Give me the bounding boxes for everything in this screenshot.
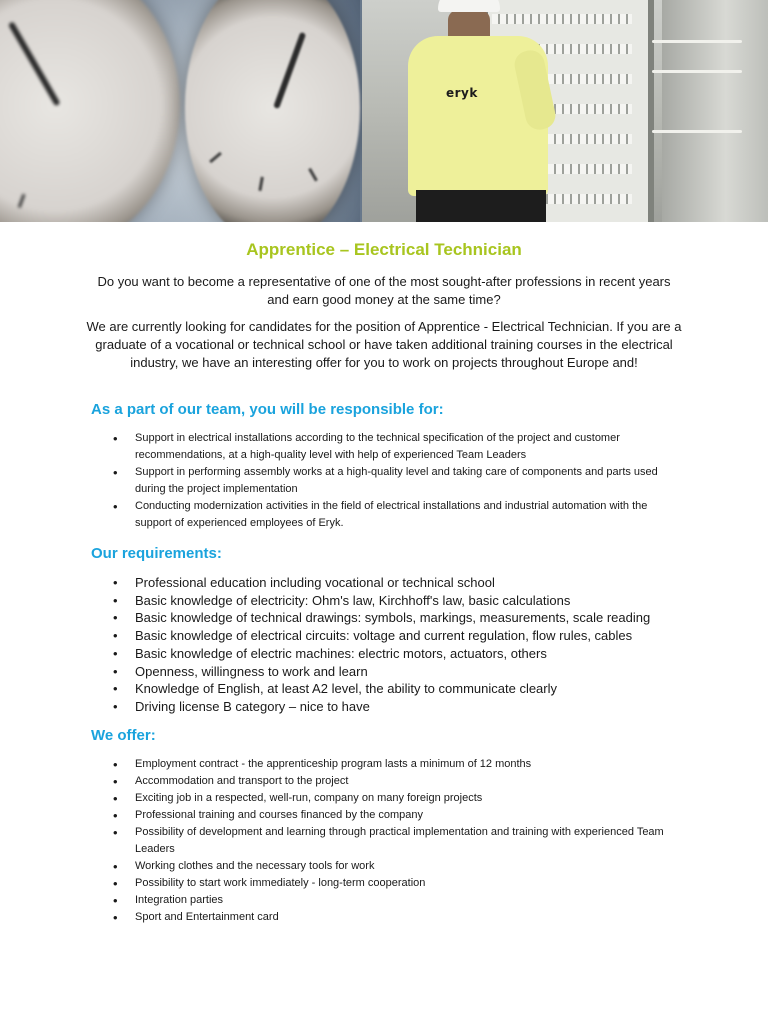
list-item: • Sport and Entertainment card	[113, 909, 673, 926]
gauge-tick	[209, 151, 222, 162]
list-item: • Conducting modernization activities in the field of electrical installations and industrial automation with the support of experienced employees of Eryk.	[113, 498, 673, 532]
gauge-tick	[308, 167, 318, 181]
responsibilities-heading: As a part of our team, you will be responsible for:	[91, 401, 444, 418]
list-item: • Possibility of development and learning through practical implementation and training with experienced Team Leaders	[113, 824, 673, 858]
list-item: • Support in electrical installations according to the technical specification of the project and customer recommendations, at a high-quality level with help of experienced Team Leaders	[113, 430, 673, 464]
gauge-needle	[273, 31, 306, 108]
list-item: • Support in performing assembly works at a high-quality level and taking care of components and parts used during the project implementation	[113, 464, 673, 498]
gauge-tick	[18, 194, 26, 208]
hero-photo	[0, 0, 768, 222]
cable	[652, 40, 742, 43]
pressure-gauge-left	[0, 0, 180, 222]
list-item: • Professional training and courses financed by the company	[113, 807, 673, 824]
list-item: • Basic knowledge of electrical circuits: voltage and current regulation, flow rules, cables	[113, 627, 673, 645]
offer-list	[113, 756, 673, 926]
requirements-list	[113, 574, 673, 716]
list-item: • Knowledge of English, at least A2 level, the ability to communicate clearly	[113, 680, 673, 698]
shirt-logo: eryk	[446, 86, 478, 100]
cabinet-door	[662, 0, 768, 222]
helmet-icon	[438, 0, 500, 12]
cable	[652, 130, 742, 133]
list-item: • Driving license B category – nice to have	[113, 698, 673, 716]
offer-heading: We offer:	[91, 727, 156, 744]
gauge-needle	[8, 21, 61, 106]
responsibilities-list	[113, 430, 673, 532]
technician-pants	[416, 190, 546, 222]
list-item: • Basic knowledge of technical drawings: symbols, markings, measurements, scale reading	[113, 609, 673, 627]
list-item: • Exciting job in a respected, well-run, company on many foreign projects	[113, 790, 673, 807]
requirements-heading: Our requirements:	[91, 545, 222, 562]
pressure-gauge-right	[185, 0, 360, 222]
technician-figure	[408, 0, 548, 222]
job-title: Apprentice – Electrical Technician	[246, 240, 522, 259]
list-item: • Accommodation and transport to the project	[113, 773, 673, 790]
gauge-tick	[258, 176, 263, 190]
list-item: • Basic knowledge of electricity: Ohm's law, Kirchhoff's law, basic calculations	[113, 592, 673, 610]
list-item: • Openness, willingness to work and learn	[113, 663, 673, 681]
intro-paragraph: We are currently looking for candidates for the position of Apprentice - Electrical Technician. If you are a graduate of a vocational or technical school or have taken additional training courses in the electrical industry, we have an interesting offer for you to work on projects throughout Europe and!	[86, 319, 682, 370]
intro-paragraph: Do you want to become a representative of one of the most sought-after professions in recent years and earn good money at the same time?	[97, 274, 671, 307]
list-item: • Integration parties	[113, 892, 673, 909]
list-item: • Professional education including vocational or technical school	[113, 574, 673, 592]
list-item: • Working clothes and the necessary tools for work	[113, 858, 673, 875]
cable	[652, 70, 742, 73]
list-item: • Employment contract - the apprenticeship program lasts a minimum of 12 months	[113, 756, 673, 773]
list-item: • Basic knowledge of electric machines: electric motors, actuators, others	[113, 645, 673, 663]
list-item: • Possibility to start work immediately - long-term cooperation	[113, 875, 673, 892]
